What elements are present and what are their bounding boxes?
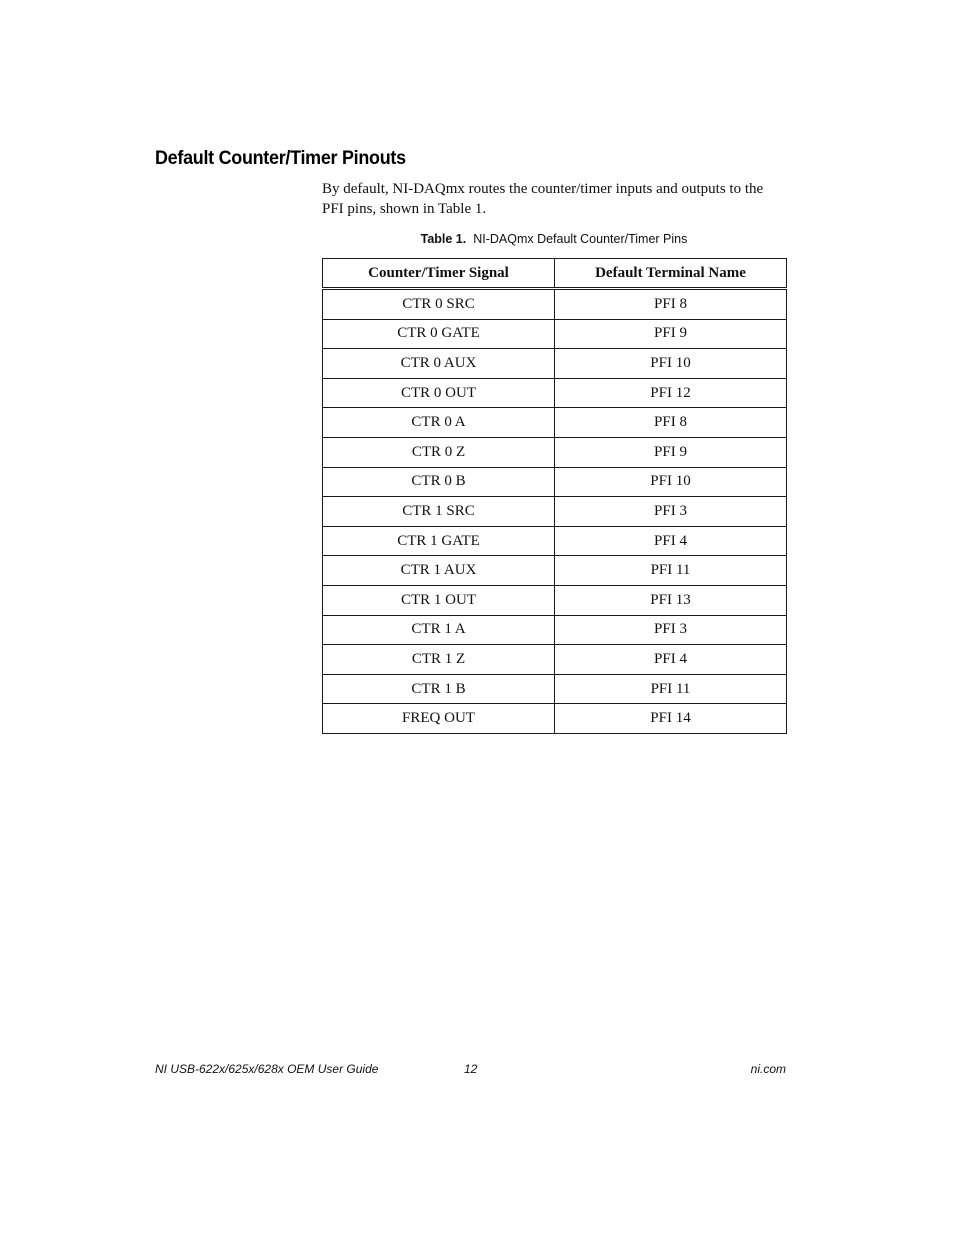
table-caption — [322, 232, 786, 246]
cell-terminal: PFI 8 — [555, 408, 787, 438]
cell-signal: CTR 1 B — [323, 674, 555, 704]
cell-terminal: PFI 3 — [555, 615, 787, 645]
column-header-signal: Counter/Timer Signal — [323, 259, 555, 289]
cell-signal: CTR 1 A — [323, 615, 555, 645]
pinout-table — [322, 258, 787, 734]
table-row — [323, 704, 787, 734]
table-row — [323, 645, 787, 675]
cell-terminal: PFI 4 — [555, 526, 787, 556]
cell-terminal: PFI 10 — [555, 349, 787, 379]
table-row — [323, 674, 787, 704]
cell-terminal: PFI 11 — [555, 674, 787, 704]
cell-terminal: PFI 9 — [555, 437, 787, 467]
table-row — [323, 349, 787, 379]
table-row — [323, 289, 787, 320]
cell-signal: CTR 0 AUX — [323, 349, 555, 379]
cell-signal: CTR 0 OUT — [323, 378, 555, 408]
cell-signal: CTR 1 AUX — [323, 556, 555, 586]
table-row — [323, 526, 787, 556]
table-row — [323, 467, 787, 497]
table-row — [323, 585, 787, 615]
cell-signal: CTR 1 OUT — [323, 585, 555, 615]
cell-terminal: PFI 11 — [555, 556, 787, 586]
table-row — [323, 437, 787, 467]
cell-terminal: PFI 3 — [555, 497, 787, 527]
cell-signal: CTR 0 GATE — [323, 319, 555, 349]
cell-signal: CTR 0 Z — [323, 437, 555, 467]
cell-signal: CTR 1 GATE — [323, 526, 555, 556]
cell-signal: FREQ OUT — [323, 704, 555, 734]
footer-page-number: 12 — [464, 1062, 478, 1076]
section-heading: Default Counter/Timer Pinouts — [155, 147, 406, 169]
cell-terminal: PFI 10 — [555, 467, 787, 497]
cell-signal: CTR 0 B — [323, 467, 555, 497]
footer-guide-title: NI USB-622x/625x/628x OEM User Guide — [155, 1062, 379, 1076]
table-header-row — [323, 259, 787, 289]
cell-terminal: PFI 4 — [555, 645, 787, 675]
table-row — [323, 497, 787, 527]
cell-signal: CTR 0 A — [323, 408, 555, 438]
intro-paragraph: By default, NI-DAQmx routes the counter/timer inputs and outputs to the PFI pins, shown in Table 1. — [322, 181, 764, 217]
table-row — [323, 408, 787, 438]
footer-website: ni.com — [750, 1062, 786, 1076]
table-caption-text: NI-DAQmx Default Counter/Timer Pins — [473, 232, 688, 246]
table-row — [323, 615, 787, 645]
table-row — [323, 378, 787, 408]
cell-signal: CTR 1 SRC — [323, 497, 555, 527]
table-body — [323, 289, 787, 734]
cell-terminal: PFI 13 — [555, 585, 787, 615]
table-row — [323, 556, 787, 586]
cell-terminal: PFI 12 — [555, 378, 787, 408]
table-row — [323, 319, 787, 349]
column-header-terminal: Default Terminal Name — [555, 259, 787, 289]
table-caption-label: Table 1. — [420, 232, 467, 246]
cell-signal: CTR 0 SRC — [323, 289, 555, 320]
cell-signal: CTR 1 Z — [323, 645, 555, 675]
cell-terminal: PFI 9 — [555, 319, 787, 349]
cell-terminal: PFI 8 — [555, 289, 787, 320]
cell-terminal: PFI 14 — [555, 704, 787, 734]
